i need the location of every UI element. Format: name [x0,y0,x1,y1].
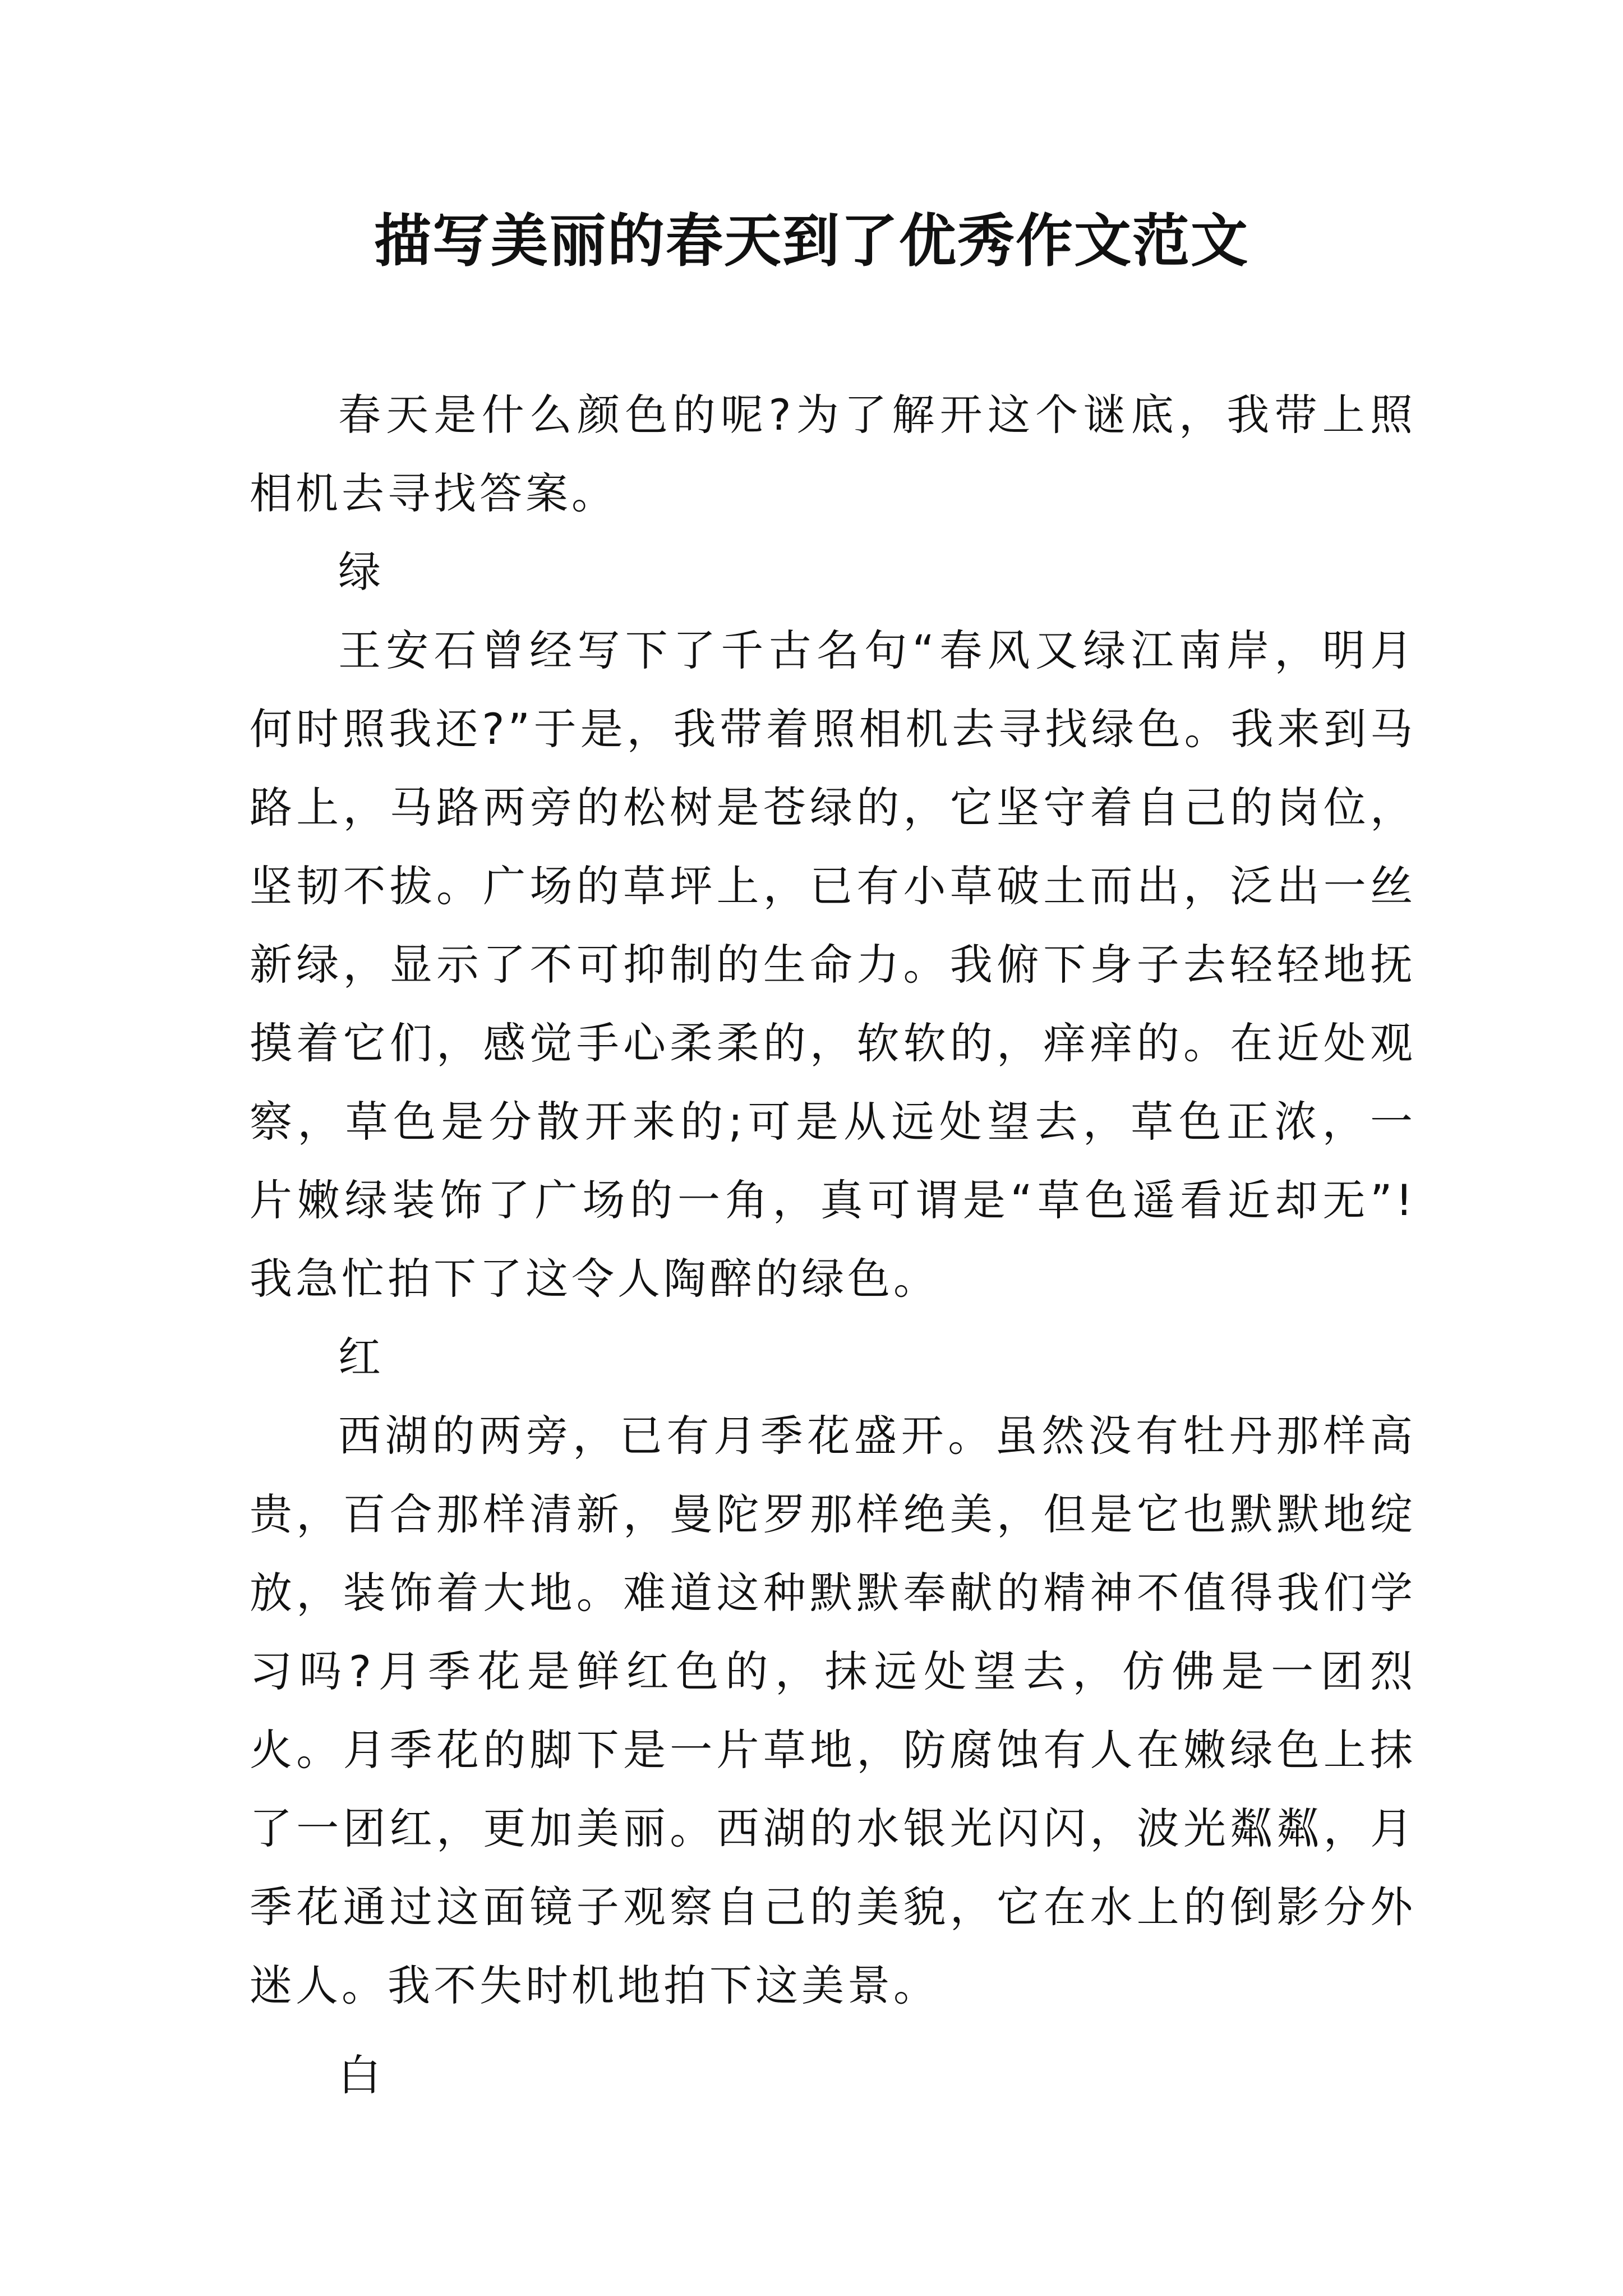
section-heading-white: 白 [338,2050,384,2100]
document-body [250,376,1416,2115]
paragraph-red: 西湖的两旁，已有月季花盛开。虽然没有牡丹那样高贵，百合那样清新，曼陀罗那样绝美，但是它也默默地绽放，装饰着大地。难道这种默默奉献的精神不值得我们学习吗?月季花是鲜红色的，抹远处望去，仿佛是一团烈火。月季花的脚下是一片草地，防腐蚀有人在嫩绿色上抹了一团红，更加美丽。西湖的水银光闪闪，波光粼粼，月季花通过这面镜子观察自己的美貌，它在水上的倒影分外迷人。我不失时机地拍下这美景。 [250,1411,1416,2010]
paragraph-intro: 春天是什么颜色的呢?为了解开这个谜底，我带上照相机去寻找答案。 [250,390,1416,518]
section-heading-red: 红 [338,1332,384,1382]
section-heading-green: 绿 [338,547,384,597]
paragraph-green: 王安石曾经写下了千古名句“春风又绿江南岸，明月何时照我还?”于是，我带着照相机去寻找绿色。我来到马路上，马路两旁的松树是苍绿的，它坚守着自己的岗位，坚韧不拔。广场的草坪上，已有小草破土而出，泛出一丝新绿，显示了不可抑制的生命力。我俯下身子去轻轻地抚摸着它们，感觉手心柔柔的，软软的，痒痒的。在近处观察，草色是分散开来的;可是从远处望去，草色正浓，一片嫩绿装饰了广场的一角，真可谓是“草色遥看近却无”!我急忙拍下了这令人陶醉的绿色。 [250,625,1416,1304]
document-title: 描写美丽的春天到了优秀作文范文 [374,208,1249,275]
